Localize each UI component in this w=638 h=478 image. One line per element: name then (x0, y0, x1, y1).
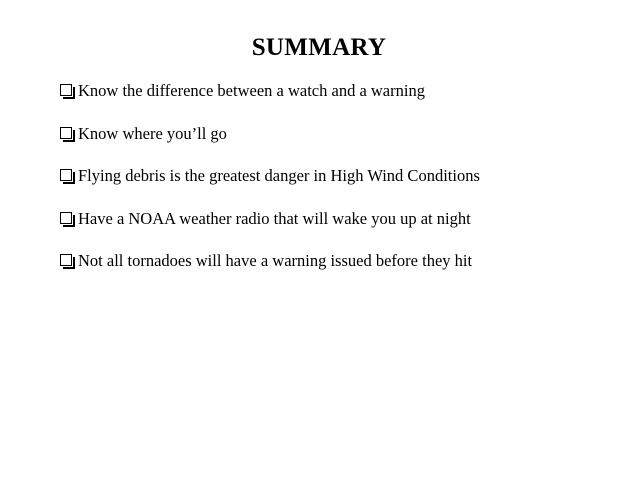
checkbox-square-icon (60, 127, 72, 139)
checkbox-square-icon (60, 84, 72, 96)
bullet-text: Know where you’ll go (78, 123, 227, 143)
list-item (60, 207, 480, 231)
bullet-text: Have a NOAA weather radio that will wake you up at night (78, 208, 471, 228)
bullet-list (60, 79, 480, 292)
list-item (60, 164, 480, 188)
bullet-text: Flying debris is the greatest danger in High Wind Conditions (78, 166, 480, 185)
checkbox-square-icon (60, 254, 72, 266)
bullet-text: Not all tornadoes will have a warning issued before they hit (78, 251, 473, 270)
list-item (60, 79, 480, 103)
bullet-text: Know the difference between a watch and a warning (78, 81, 425, 100)
checkbox-square-icon (60, 169, 72, 181)
checkbox-square-icon (60, 212, 72, 224)
list-item (60, 249, 480, 273)
slide-title: SUMMARY (251, 34, 387, 61)
list-item (60, 122, 480, 146)
